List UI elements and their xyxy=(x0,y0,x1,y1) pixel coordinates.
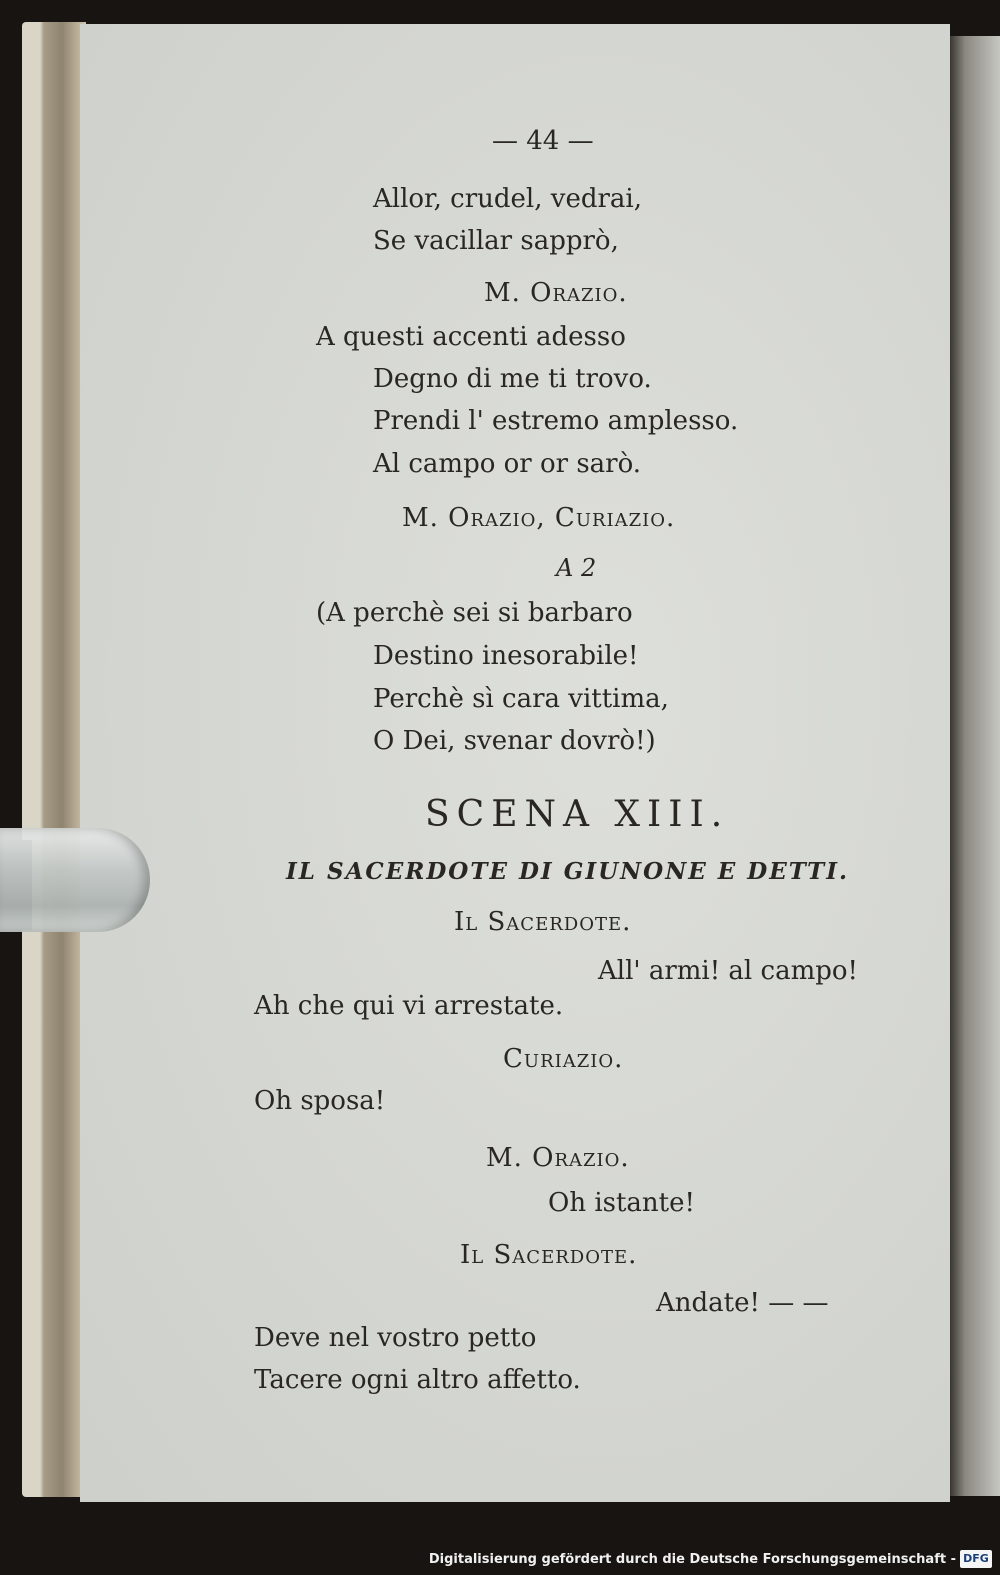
verse-line: Perchè sì cara vittima, xyxy=(373,684,669,714)
verse-line: (A perchè sei si barbaro xyxy=(316,598,633,628)
speaker-name: M. Orazio, Curiazio. xyxy=(402,503,676,533)
verse-line: A questi accenti adesso xyxy=(316,322,626,352)
verse-line: O Dei, svenar dovrò!) xyxy=(373,726,656,756)
next-page-edge xyxy=(950,36,1000,1496)
footer-credit: Digitalisierung gefördert durch die Deutsche Forschungsgemeinschaft - xyxy=(428,1552,956,1567)
verse-line: Degno di me ti trovo. xyxy=(373,364,652,394)
page-clip xyxy=(0,828,150,932)
speaker-name: M. Orazio. xyxy=(486,1143,630,1173)
verse-line: Tacere ogni altro affetto. xyxy=(254,1365,581,1395)
page-number: — 44 — xyxy=(492,126,594,156)
verse-line: Oh sposa! xyxy=(254,1086,386,1116)
scene-subtitle: IL SACERDOTE DI GIUNONE E DETTI. xyxy=(286,858,849,885)
verse-line: Destino inesorabile! xyxy=(373,641,639,671)
verse-line: Deve nel vostro petto xyxy=(254,1323,537,1353)
verse-line: Prendi l' estremo amplesso. xyxy=(373,406,739,436)
verse-line: Se vacillar sapprò, xyxy=(373,226,619,256)
scene-title: SCENA XIII. xyxy=(425,794,730,835)
book-page-edge xyxy=(22,22,86,1497)
verse-line: Allor, crudel, vedrai, xyxy=(373,184,643,214)
a-due-direction: A 2 xyxy=(556,554,597,582)
speaker-name: M. Orazio. xyxy=(484,278,628,308)
verse-line: All' armi! al campo! xyxy=(598,956,858,986)
speaker-name: Il Sacerdote. xyxy=(460,1240,638,1270)
verse-line: Ah che qui vi arrestate. xyxy=(254,991,564,1021)
dfg-logo: DFG xyxy=(960,1550,992,1568)
speaker-name: Curiazio. xyxy=(503,1044,624,1074)
verse-line: Andate! — — xyxy=(656,1288,829,1318)
verse-line: Al campo or or sarò. xyxy=(373,449,642,479)
verse-line: Oh istante! xyxy=(548,1188,695,1218)
speaker-name: Il Sacerdote. xyxy=(454,907,632,937)
